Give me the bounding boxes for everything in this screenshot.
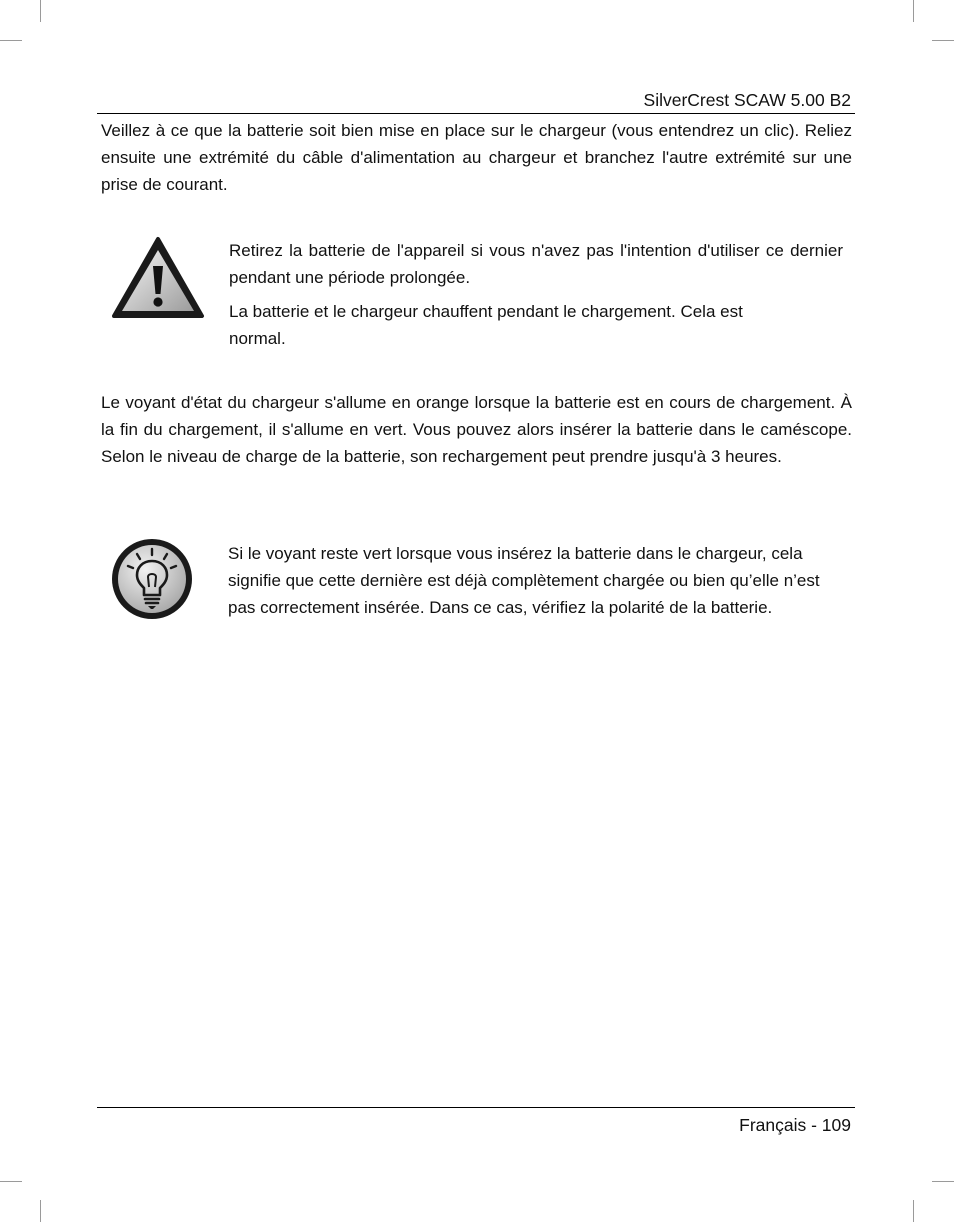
crop-mark bbox=[0, 40, 22, 41]
page-number: Français - 109 bbox=[739, 1115, 851, 1135]
lightbulb-tip-icon bbox=[110, 537, 194, 621]
crop-mark bbox=[0, 1181, 22, 1182]
intro-paragraph: Veillez à ce que la batterie soit bien mise en place sur le chargeur (vous entendrez un clic). Reliez ensuite une extrémité du câble d'alimentation au chargeur et branchez l'autre extrémité sur une prise de courant. bbox=[101, 121, 852, 194]
warning-triangle-icon bbox=[111, 236, 205, 320]
footer-rule bbox=[97, 1107, 855, 1108]
crop-mark bbox=[932, 40, 954, 41]
crop-mark bbox=[932, 1181, 954, 1182]
crop-mark bbox=[913, 0, 914, 22]
header-title: SilverCrest SCAW 5.00 B2 bbox=[643, 90, 851, 110]
warning-paragraph-2: La batterie et le chargeur chauffent pendant le chargement. Cela est normal. bbox=[229, 302, 743, 348]
tip-paragraph: Si le voyant reste vert lorsque vous insérez la batterie dans le chargeur, cela signifie que cette dernière est déjà complètement chargée ou bien qu’elle n’est pas correctement insérée. Dans ce cas, vérifiez la polarité de la batterie. bbox=[228, 544, 820, 617]
header-rule bbox=[97, 113, 855, 114]
crop-mark bbox=[40, 1200, 41, 1222]
warning-paragraph-1: Retirez la batterie de l'appareil si vous n'avez pas l'intention d'utiliser ce dernier pendant une période prolongée. bbox=[229, 241, 843, 287]
status-paragraph: Le voyant d'état du chargeur s'allume en orange lorsque la batterie est en cours de chargement. À la fin du chargement, il s'allume en vert. Vous pouvez alors insérer la batterie dans le caméscope. Selon le niveau de charge de la batterie, son rechargement peut prendre jusqu'à 3 heures. bbox=[101, 393, 852, 466]
crop-mark bbox=[913, 1200, 914, 1222]
crop-mark bbox=[40, 0, 41, 22]
